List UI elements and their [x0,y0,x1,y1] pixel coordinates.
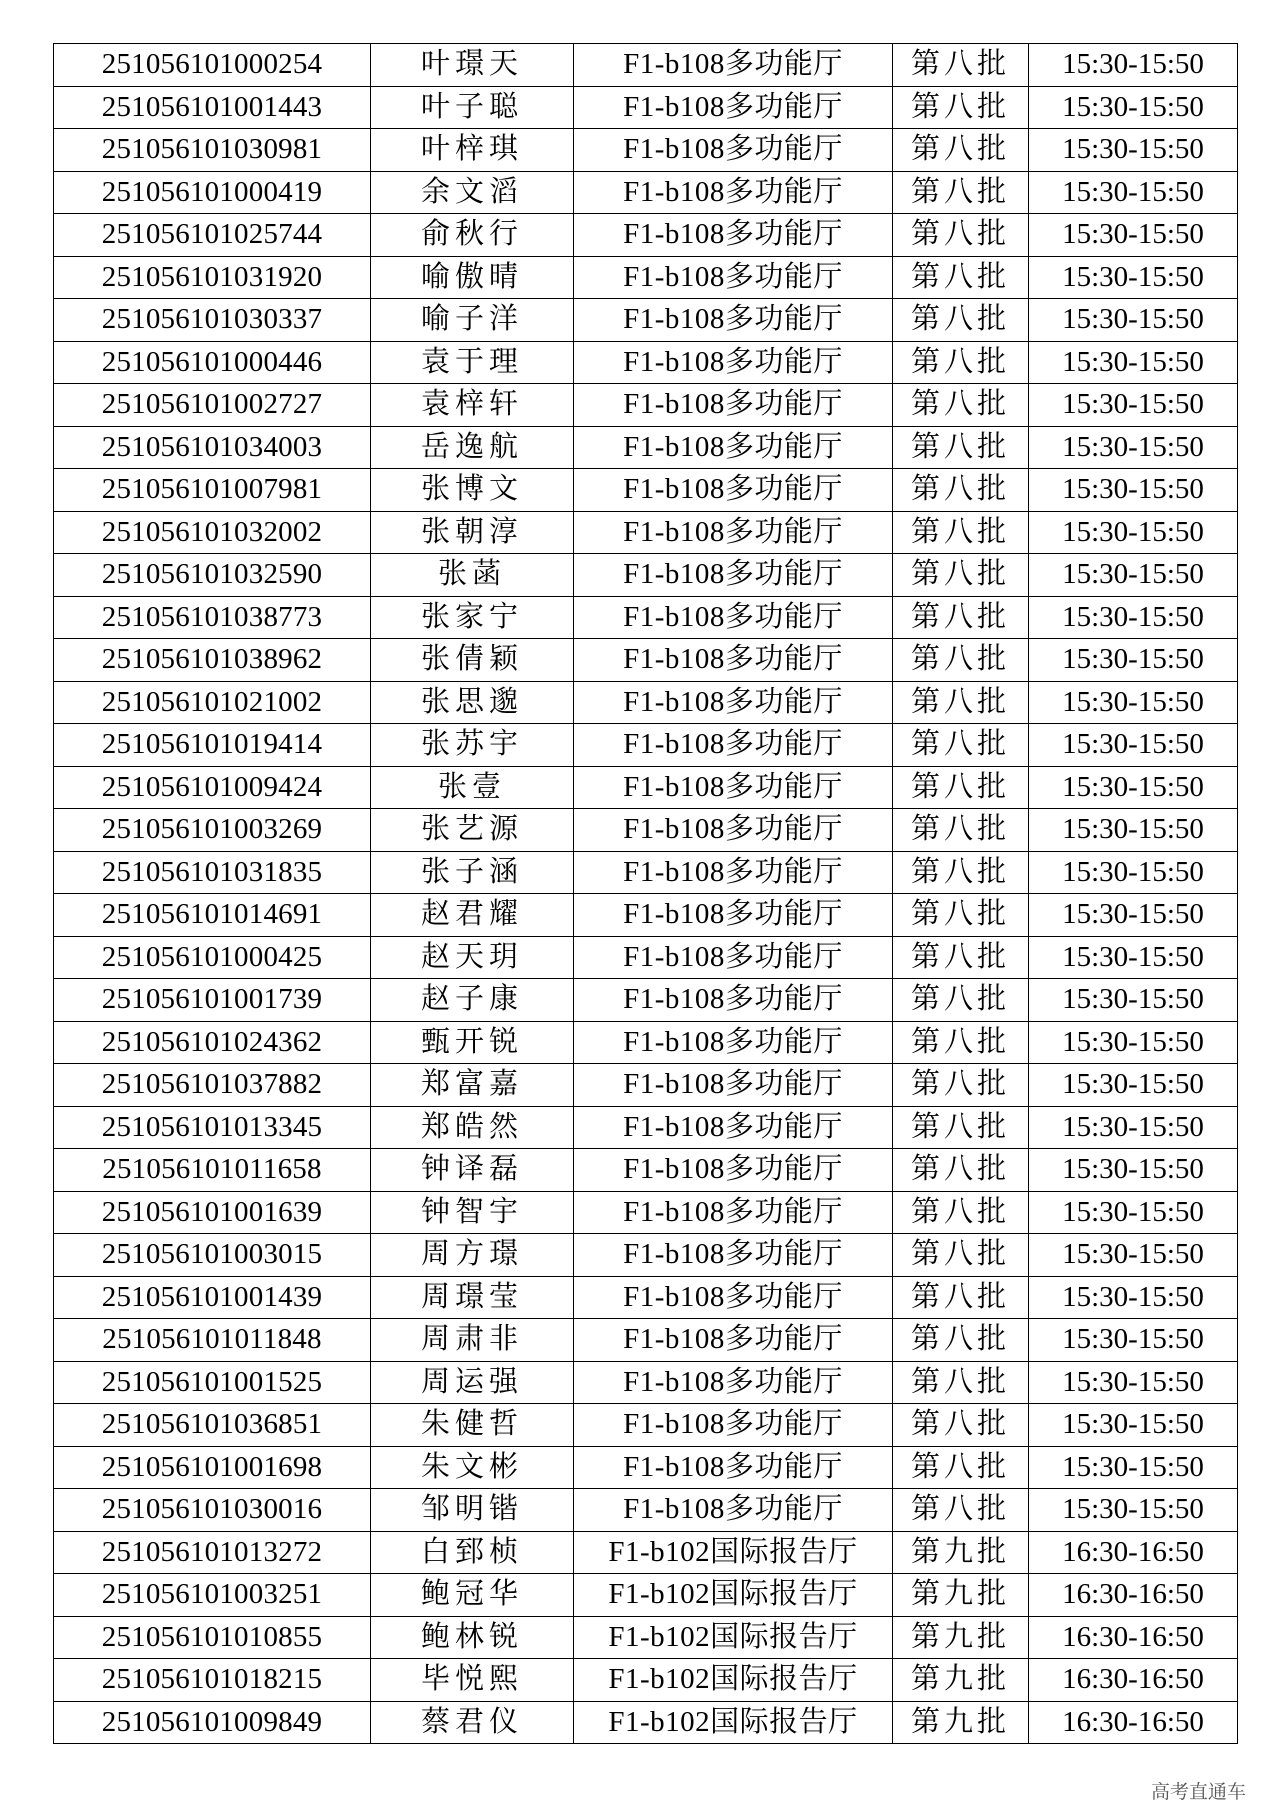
candidate-name-cell: 张家宁 [371,596,574,639]
table-row [54,384,1238,427]
candidate-name-cell: 张艺源 [371,809,574,852]
candidate-name-cell: 袁梓轩 [371,384,574,427]
batch-cell: 第八批 [893,894,1029,937]
candidate-name-cell: 毕悦熙 [371,1659,574,1702]
candidate-id-cell: 251056101030981 [54,129,371,172]
venue-cell: F1-b108多功能厅 [574,554,893,597]
batch-cell: 第八批 [893,1404,1029,1447]
candidate-name-cell: 朱健哲 [371,1404,574,1447]
venue-cell: F1-b108多功能厅 [574,426,893,469]
candidate-id-cell: 251056101038962 [54,639,371,682]
time-slot-cell: 16:30-16:50 [1029,1531,1238,1574]
batch-cell: 第九批 [893,1574,1029,1617]
batch-cell: 第八批 [893,724,1029,767]
candidate-id-cell: 251056101001739 [54,979,371,1022]
source-watermark: 高考直通车 [1150,1781,1246,1803]
candidate-name-cell: 叶子聪 [371,86,574,129]
table-row [54,1701,1238,1744]
candidate-id-cell: 251056101001525 [54,1361,371,1404]
candidate-id-cell: 251056101001698 [54,1446,371,1489]
table-row [54,44,1238,87]
candidate-id-cell: 251056101030337 [54,299,371,342]
candidate-id-cell: 251056101007981 [54,469,371,512]
table-row [54,129,1238,172]
batch-cell: 第八批 [893,554,1029,597]
batch-cell: 第八批 [893,256,1029,299]
candidate-id-cell: 251056101009424 [54,766,371,809]
venue-cell: F1-b108多功能厅 [574,256,893,299]
time-slot-cell: 15:30-15:50 [1029,1021,1238,1064]
batch-cell: 第八批 [893,766,1029,809]
candidate-id-cell: 251056101002727 [54,384,371,427]
table-row [54,214,1238,257]
candidate-name-cell: 蔡君仪 [371,1701,574,1744]
time-slot-cell: 15:30-15:50 [1029,936,1238,979]
batch-cell: 第八批 [893,1191,1029,1234]
batch-cell: 第八批 [893,171,1029,214]
candidate-name-cell: 张壹 [371,766,574,809]
batch-cell: 第八批 [893,1106,1029,1149]
candidate-name-cell: 余文滔 [371,171,574,214]
candidate-name-cell: 钟智宇 [371,1191,574,1234]
candidate-id-cell: 251056101013345 [54,1106,371,1149]
table-row [54,1106,1238,1149]
venue-cell: F1-b108多功能厅 [574,936,893,979]
table-row [54,1616,1238,1659]
table-row [54,681,1238,724]
batch-cell: 第八批 [893,511,1029,554]
candidate-name-cell: 叶梓琪 [371,129,574,172]
roster-table [53,43,1238,1744]
candidate-name-cell: 张倩颖 [371,639,574,682]
candidate-name-cell: 周璟莹 [371,1276,574,1319]
table-row [54,1276,1238,1319]
batch-cell: 第八批 [893,936,1029,979]
time-slot-cell: 15:30-15:50 [1029,1361,1238,1404]
candidate-id-cell: 251056101024362 [54,1021,371,1064]
table-row [54,554,1238,597]
time-slot-cell: 15:30-15:50 [1029,1191,1238,1234]
batch-cell: 第九批 [893,1701,1029,1744]
table-row [54,86,1238,129]
time-slot-cell: 15:30-15:50 [1029,1234,1238,1277]
time-slot-cell: 15:30-15:50 [1029,596,1238,639]
batch-cell: 第八批 [893,214,1029,257]
batch-cell: 第八批 [893,1064,1029,1107]
candidate-id-cell: 251056101011848 [54,1319,371,1362]
candidate-name-cell: 张子涵 [371,851,574,894]
candidate-name-cell: 赵天玥 [371,936,574,979]
table-row [54,809,1238,852]
candidate-name-cell: 周肃非 [371,1319,574,1362]
time-slot-cell: 15:30-15:50 [1029,724,1238,767]
time-slot-cell: 15:30-15:50 [1029,766,1238,809]
candidate-name-cell: 叶璟天 [371,44,574,87]
batch-cell: 第八批 [893,1234,1029,1277]
time-slot-cell: 15:30-15:50 [1029,86,1238,129]
candidate-id-cell: 251056101010855 [54,1616,371,1659]
batch-cell: 第八批 [893,1319,1029,1362]
time-slot-cell: 15:30-15:50 [1029,979,1238,1022]
batch-cell: 第九批 [893,1531,1029,1574]
table-row [54,299,1238,342]
time-slot-cell: 15:30-15:50 [1029,214,1238,257]
time-slot-cell: 15:30-15:50 [1029,851,1238,894]
table-row [54,426,1238,469]
venue-cell: F1-b108多功能厅 [574,809,893,852]
candidate-id-cell: 251056101001443 [54,86,371,129]
time-slot-cell: 15:30-15:50 [1029,469,1238,512]
candidate-name-cell: 赵君耀 [371,894,574,937]
table-row [54,1531,1238,1574]
candidate-id-cell: 251056101014691 [54,894,371,937]
venue-cell: F1-b102国际报告厅 [574,1701,893,1744]
time-slot-cell: 15:30-15:50 [1029,341,1238,384]
document-page [53,43,1238,1744]
time-slot-cell: 15:30-15:50 [1029,384,1238,427]
table-row [54,341,1238,384]
batch-cell: 第八批 [893,596,1029,639]
venue-cell: F1-b108多功能厅 [574,1191,893,1234]
batch-cell: 第八批 [893,341,1029,384]
candidate-id-cell: 251056101032590 [54,554,371,597]
venue-cell: F1-b108多功能厅 [574,1404,893,1447]
venue-cell: F1-b108多功能厅 [574,1106,893,1149]
venue-cell: F1-b108多功能厅 [574,1489,893,1532]
venue-cell: F1-b108多功能厅 [574,214,893,257]
table-row [54,1234,1238,1277]
venue-cell: F1-b108多功能厅 [574,1276,893,1319]
candidate-id-cell: 251056101000254 [54,44,371,87]
time-slot-cell: 15:30-15:50 [1029,256,1238,299]
batch-cell: 第八批 [893,851,1029,894]
batch-cell: 第八批 [893,1021,1029,1064]
candidate-name-cell: 张思邈 [371,681,574,724]
candidate-name-cell: 周方璟 [371,1234,574,1277]
candidate-name-cell: 甄开锐 [371,1021,574,1064]
table-row [54,1191,1238,1234]
venue-cell: F1-b108多功能厅 [574,596,893,639]
roster-table-body [54,44,1238,1744]
venue-cell: F1-b108多功能厅 [574,681,893,724]
venue-cell: F1-b108多功能厅 [574,724,893,767]
candidate-name-cell: 袁于理 [371,341,574,384]
candidate-name-cell: 鲍冠华 [371,1574,574,1617]
time-slot-cell: 15:30-15:50 [1029,171,1238,214]
batch-cell: 第八批 [893,1276,1029,1319]
venue-cell: F1-b108多功能厅 [574,1064,893,1107]
table-row [54,1064,1238,1107]
time-slot-cell: 15:30-15:50 [1029,426,1238,469]
table-row [54,1404,1238,1447]
time-slot-cell: 15:30-15:50 [1029,1149,1238,1192]
venue-cell: F1-b102国际报告厅 [574,1531,893,1574]
venue-cell: F1-b108多功能厅 [574,1021,893,1064]
candidate-id-cell: 251056101011658 [54,1149,371,1192]
candidate-name-cell: 张朝淳 [371,511,574,554]
table-row [54,639,1238,682]
venue-cell: F1-b102国际报告厅 [574,1616,893,1659]
candidate-id-cell: 251056101003251 [54,1574,371,1617]
batch-cell: 第八批 [893,129,1029,172]
venue-cell: F1-b108多功能厅 [574,851,893,894]
candidate-id-cell: 251056101000446 [54,341,371,384]
candidate-name-cell: 喻傲晴 [371,256,574,299]
batch-cell: 第九批 [893,1659,1029,1702]
batch-cell: 第八批 [893,299,1029,342]
venue-cell: F1-b102国际报告厅 [574,1659,893,1702]
venue-cell: F1-b108多功能厅 [574,44,893,87]
time-slot-cell: 15:30-15:50 [1029,554,1238,597]
venue-cell: F1-b108多功能厅 [574,639,893,682]
candidate-name-cell: 邹明锴 [371,1489,574,1532]
candidate-name-cell: 周运强 [371,1361,574,1404]
venue-cell: F1-b108多功能厅 [574,129,893,172]
candidate-name-cell: 岳逸航 [371,426,574,469]
batch-cell: 第八批 [893,1489,1029,1532]
time-slot-cell: 15:30-15:50 [1029,681,1238,724]
time-slot-cell: 16:30-16:50 [1029,1701,1238,1744]
candidate-id-cell: 251056101003269 [54,809,371,852]
candidate-id-cell: 251056101001639 [54,1191,371,1234]
candidate-id-cell: 251056101000419 [54,171,371,214]
batch-cell: 第八批 [893,681,1029,724]
table-row [54,936,1238,979]
batch-cell: 第八批 [893,1361,1029,1404]
time-slot-cell: 15:30-15:50 [1029,129,1238,172]
time-slot-cell: 15:30-15:50 [1029,1446,1238,1489]
venue-cell: F1-b108多功能厅 [574,979,893,1022]
time-slot-cell: 15:30-15:50 [1029,1489,1238,1532]
batch-cell: 第八批 [893,979,1029,1022]
batch-cell: 第八批 [893,86,1029,129]
candidate-id-cell: 251056101036851 [54,1404,371,1447]
batch-cell: 第八批 [893,809,1029,852]
table-row [54,469,1238,512]
table-row [54,1574,1238,1617]
time-slot-cell: 15:30-15:50 [1029,44,1238,87]
candidate-name-cell: 赵子康 [371,979,574,1022]
time-slot-cell: 15:30-15:50 [1029,1064,1238,1107]
time-slot-cell: 15:30-15:50 [1029,894,1238,937]
venue-cell: F1-b108多功能厅 [574,86,893,129]
time-slot-cell: 16:30-16:50 [1029,1659,1238,1702]
candidate-id-cell: 251056101030016 [54,1489,371,1532]
time-slot-cell: 16:30-16:50 [1029,1616,1238,1659]
time-slot-cell: 16:30-16:50 [1029,1574,1238,1617]
batch-cell: 第八批 [893,384,1029,427]
venue-cell: F1-b108多功能厅 [574,469,893,512]
batch-cell: 第八批 [893,639,1029,682]
venue-cell: F1-b108多功能厅 [574,894,893,937]
candidate-name-cell: 郑富嘉 [371,1064,574,1107]
time-slot-cell: 15:30-15:50 [1029,809,1238,852]
venue-cell: F1-b108多功能厅 [574,1319,893,1362]
batch-cell: 第八批 [893,44,1029,87]
candidate-id-cell: 251056101000425 [54,936,371,979]
batch-cell: 第八批 [893,469,1029,512]
time-slot-cell: 15:30-15:50 [1029,511,1238,554]
candidate-id-cell: 251056101018215 [54,1659,371,1702]
candidate-id-cell: 251056101031835 [54,851,371,894]
candidate-id-cell: 251056101001439 [54,1276,371,1319]
time-slot-cell: 15:30-15:50 [1029,1404,1238,1447]
venue-cell: F1-b108多功能厅 [574,1149,893,1192]
table-row [54,1361,1238,1404]
candidate-id-cell: 251056101013272 [54,1531,371,1574]
candidate-name-cell: 钟译磊 [371,1149,574,1192]
candidate-name-cell: 郑皓然 [371,1106,574,1149]
candidate-id-cell: 251056101031920 [54,256,371,299]
venue-cell: F1-b108多功能厅 [574,1234,893,1277]
venue-cell: F1-b108多功能厅 [574,766,893,809]
batch-cell: 第九批 [893,1616,1029,1659]
table-row [54,851,1238,894]
table-row [54,1149,1238,1192]
table-row [54,766,1238,809]
candidate-name-cell: 朱文彬 [371,1446,574,1489]
candidate-id-cell: 251056101038773 [54,596,371,639]
venue-cell: F1-b102国际报告厅 [574,1574,893,1617]
table-row [54,1446,1238,1489]
table-row [54,1489,1238,1532]
table-row [54,171,1238,214]
venue-cell: F1-b108多功能厅 [574,511,893,554]
time-slot-cell: 15:30-15:50 [1029,1276,1238,1319]
time-slot-cell: 15:30-15:50 [1029,299,1238,342]
batch-cell: 第八批 [893,426,1029,469]
venue-cell: F1-b108多功能厅 [574,384,893,427]
table-row [54,256,1238,299]
candidate-id-cell: 251056101025744 [54,214,371,257]
time-slot-cell: 15:30-15:50 [1029,639,1238,682]
table-row [54,894,1238,937]
candidate-name-cell: 俞秋行 [371,214,574,257]
table-row [54,596,1238,639]
venue-cell: F1-b108多功能厅 [574,171,893,214]
candidate-id-cell: 251056101034003 [54,426,371,469]
table-row [54,1319,1238,1362]
table-row [54,1021,1238,1064]
candidate-id-cell: 251056101021002 [54,681,371,724]
batch-cell: 第八批 [893,1446,1029,1489]
candidate-name-cell: 喻子洋 [371,299,574,342]
batch-cell: 第八批 [893,1149,1029,1192]
table-row [54,724,1238,767]
candidate-name-cell: 鲍林锐 [371,1616,574,1659]
venue-cell: F1-b108多功能厅 [574,341,893,384]
table-row [54,979,1238,1022]
candidate-name-cell: 白郅桢 [371,1531,574,1574]
venue-cell: F1-b108多功能厅 [574,1446,893,1489]
time-slot-cell: 15:30-15:50 [1029,1106,1238,1149]
candidate-id-cell: 251056101032002 [54,511,371,554]
table-row [54,511,1238,554]
candidate-id-cell: 251056101019414 [54,724,371,767]
venue-cell: F1-b108多功能厅 [574,299,893,342]
table-row [54,1659,1238,1702]
candidate-id-cell: 251056101003015 [54,1234,371,1277]
candidate-name-cell: 张博文 [371,469,574,512]
candidate-name-cell: 张菡 [371,554,574,597]
candidate-name-cell: 张苏宇 [371,724,574,767]
time-slot-cell: 15:30-15:50 [1029,1319,1238,1362]
candidate-id-cell: 251056101009849 [54,1701,371,1744]
venue-cell: F1-b108多功能厅 [574,1361,893,1404]
candidate-id-cell: 251056101037882 [54,1064,371,1107]
